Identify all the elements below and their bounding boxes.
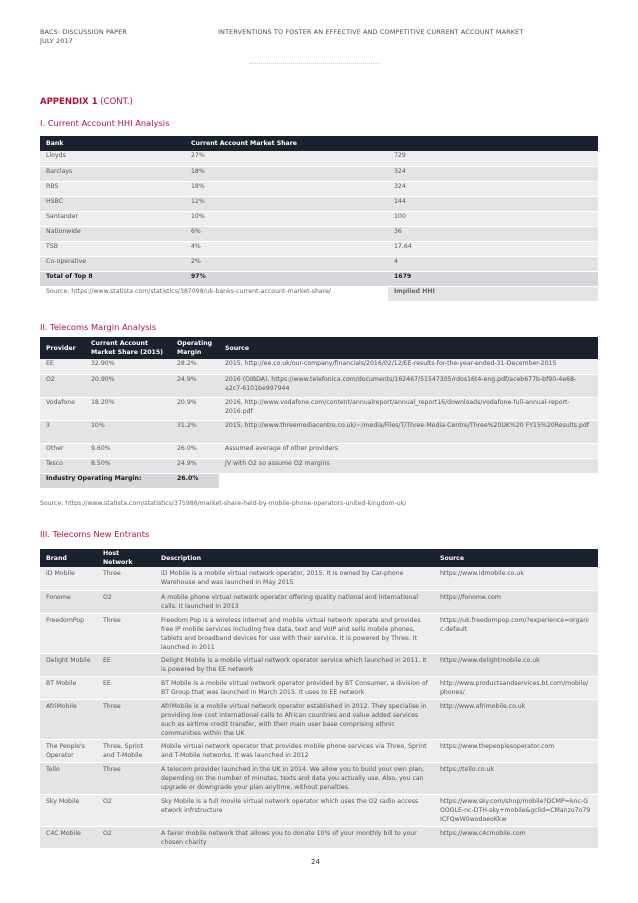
hhi-total-row <box>40 271 598 286</box>
hhi-bank: Nationwide <box>40 226 185 241</box>
margin-header-row <box>40 337 598 359</box>
table-row <box>40 567 598 590</box>
table-row <box>40 613 598 653</box>
table-row <box>40 762 598 794</box>
margin-source-cell: Assumed average of other providers <box>219 443 598 458</box>
table-row <box>40 211 598 226</box>
entrant-host: Three <box>97 699 155 739</box>
margin-source-cell: 2015, http://www.threemediacentre.co.uk/~/media/Files/T/Three-Media-Centre/Three%20UK%20 FY15%20Results.pdf <box>219 420 598 443</box>
entrants-header-brand: Brand <box>40 549 97 567</box>
hhi-header-share: Current Account Market Share <box>185 136 388 151</box>
hhi-value: 144 <box>388 196 598 211</box>
hhi-bank: RBS <box>40 181 185 196</box>
entrant-description: A telecom provider launched in the UK in 2014. We allow you to build your own plan, depending on the number of minutes, texts and data you actually use. Also, you can upgrade or downgrade your plan anytime, without penalties. <box>155 762 434 794</box>
entrant-description: AfriMobile is a mobile virtual network operator established in 2012. They specialise in providing low cost international calls to African countries and value added services such as airtime credit transfer, with their main user base comprising ethnic communities within the UK <box>155 699 434 739</box>
entrant-source: https://www.delightmobile.co.uk <box>434 653 598 676</box>
entrant-description: Sky Mobile is a full movile virtual network operator which uses the O2 radio access etwork infrstructure <box>155 794 434 826</box>
hhi-value: 36 <box>388 226 598 241</box>
hhi-bank: Barclays <box>40 166 185 181</box>
table-row <box>40 699 598 739</box>
hhi-section-title: I. Current Account HHI Analysis <box>40 118 170 128</box>
table-row <box>40 181 598 196</box>
entrant-brand: AfriMobile <box>40 699 97 739</box>
hhi-share: 18% <box>185 166 388 181</box>
margin-provider: Vodafone <box>40 397 85 420</box>
entrant-source: https://www.sky.com/shop/mobile?DCMP=knc-GOOGLE-nc-DTH-sky+mobile&gclid=CManzo7o79ICFQwW0wodoeoKkw <box>434 794 598 826</box>
entrant-brand: C4C Mobile <box>40 826 97 848</box>
margin-source-cell: JV with O2 so assume O2 margins <box>219 458 598 473</box>
table-row <box>40 256 598 271</box>
entrant-brand: iD Mobile <box>40 567 97 590</box>
entrants-table <box>40 549 598 849</box>
page-number: 24 <box>311 858 320 866</box>
hhi-value: 17.64 <box>388 241 598 256</box>
entrant-brand: BT Mobile <box>40 676 97 699</box>
entrant-host: Three <box>97 567 155 590</box>
table-row <box>40 374 598 397</box>
margin-provider: Other <box>40 443 85 458</box>
margin-provider: O2 <box>40 374 85 397</box>
hhi-bank: Santander <box>40 211 185 226</box>
margin-operating: 31.2% <box>171 420 219 443</box>
margin-operating: 24.9% <box>171 458 219 473</box>
entrants-header-description: Description <box>155 549 434 567</box>
hhi-bank: HSBC <box>40 196 185 211</box>
hhi-total-label: Total of Top 8 <box>40 271 185 286</box>
hhi-header-hhi <box>388 136 598 151</box>
entrant-source: https://uk.freedompop.com/?experience=organic.default <box>434 613 598 653</box>
margin-header-provider: Provider <box>40 337 85 359</box>
entrant-source: http://www.productsandservices.bt.com/mobile/phones/ <box>434 676 598 699</box>
industry-margin-value: 26.0% <box>171 473 219 488</box>
entrants-header-row <box>40 549 598 567</box>
hhi-table <box>40 136 598 301</box>
table-row <box>40 676 598 699</box>
hhi-share: 27% <box>185 151 388 166</box>
margin-operating: 26.0% <box>171 443 219 458</box>
hhi-value: 729 <box>388 151 598 166</box>
document-header-left <box>40 28 127 46</box>
entrant-brand: Delight Mobile <box>40 653 97 676</box>
entrants-section-title: III. Telecoms New Entrants <box>40 529 150 539</box>
hhi-value: 100 <box>388 211 598 226</box>
entrant-source: http://www.afrimobile.co.uk <box>434 699 598 739</box>
table-row <box>40 653 598 676</box>
margin-operating: 20.9% <box>171 397 219 420</box>
entrant-source: https://tello.co.uk <box>434 762 598 794</box>
entrant-host: O2 <box>97 826 155 848</box>
entrant-source: https://fonome.com <box>434 590 598 613</box>
table-row <box>40 196 598 211</box>
table-row <box>40 826 598 848</box>
margin-section-title: II. Telecoms Margin Analysis <box>40 322 157 332</box>
margin-share: 18.20% <box>85 397 171 420</box>
hhi-total-share: 97% <box>185 271 388 286</box>
entrant-brand: The People's Operator <box>40 739 97 762</box>
entrants-header-source: Source <box>434 549 598 567</box>
entrant-brand: Sky Mobile <box>40 794 97 826</box>
entrant-brand: Tello <box>40 762 97 794</box>
hhi-share: 4% <box>185 241 388 256</box>
paper-title: BACS: DISCUSSION PAPER <box>40 28 127 36</box>
appendix-title: APPENDIX 1 <box>40 97 98 107</box>
table-row <box>40 420 598 443</box>
hhi-source-row <box>40 286 598 301</box>
hhi-value: 324 <box>388 181 598 196</box>
margin-operating: 24.9% <box>171 374 219 397</box>
margin-share: 32.90% <box>85 359 171 374</box>
entrant-source: https://www.c4cmobile.com <box>434 826 598 848</box>
table-row <box>40 590 598 613</box>
entrants-header-host: Host Network <box>97 549 155 567</box>
entrant-description: A fairer mobile network that allows you to donate 10% of your monthly bill to your chosen charity <box>155 826 434 848</box>
margin-header-margin: Operating Margin <box>171 337 219 359</box>
blank-cell <box>219 473 598 488</box>
margin-share: 8.50% <box>85 458 171 473</box>
margin-provider: Tesco <box>40 458 85 473</box>
margin-source-cell: 2015, http://ee.co.uk/our-company/financials/2016/02/12/EE-results-for-the-year-ended-31-December-2015 <box>219 359 598 374</box>
hhi-value: 4 <box>388 256 598 271</box>
hhi-share: 12% <box>185 196 388 211</box>
implied-hhi-label: Implied HHI <box>388 286 598 301</box>
entrant-description: Freedom Pop is a wireless internet and mobile virtual network operate and provides free IP mobile services including free data, text and VoIP and sells mobile phones, tablets and broadband devices for use with their service. It is powered by Three. It launched in 2011 <box>155 613 434 653</box>
document-header-right: INTERVENTIONS TO FOSTER AN EFFECTIVE AND COMPETITIVE CURRENT ACCOUNT MARKET <box>218 28 524 36</box>
entrant-source: https://www.idmobile.co.uk <box>434 567 598 590</box>
table-row <box>40 166 598 181</box>
entrant-host: Three, Sprint and T-Mobile <box>97 739 155 762</box>
entrant-description: Delight Mobile is a mobile virtual network operator service which launched in 2011. It is powered by the EE network <box>155 653 434 676</box>
entrant-brand: Fonome <box>40 590 97 613</box>
table-row <box>40 443 598 458</box>
entrant-host: O2 <box>97 794 155 826</box>
hhi-bank: Lloyds <box>40 151 185 166</box>
margin-share: 20.90% <box>85 374 171 397</box>
margin-operating: 28.2% <box>171 359 219 374</box>
entrant-description: Mobile virtual network operator that provides mobile phone services via Three, Sprint and T-Mobile networks. It was launched in 2012 <box>155 739 434 762</box>
industry-margin-row <box>40 473 598 488</box>
hhi-share: 2% <box>185 256 388 271</box>
appendix-cont: (CONT.) <box>97 97 133 107</box>
hhi-value: 324 <box>388 166 598 181</box>
table-row <box>40 739 598 762</box>
table-row <box>40 359 598 374</box>
entrant-host: Three <box>97 762 155 794</box>
margin-source-cell: 2016, http://www.vodafone.com/content/annualreport/annual_report16/downloads/vodafone-full-annual-report-2016.pdf <box>219 397 598 420</box>
margin-source: Source: https://www.statista.com/statistics/375986/market-share-held-by-mobile-phone-operators-united-kingdom-uk/ <box>40 500 407 507</box>
table-row <box>40 226 598 241</box>
margin-provider: EE <box>40 359 85 374</box>
table-row <box>40 241 598 256</box>
hhi-share: 18% <box>185 181 388 196</box>
entrant-description: iD Mobile is a mobile virtual network operator, 2015. It is owned by Car-phone Warehouse and was launched in May 2015 <box>155 567 434 590</box>
entrant-host: EE <box>97 653 155 676</box>
margin-header-source: Source <box>219 337 598 359</box>
table-row <box>40 458 598 473</box>
paper-date: JULY 2017 <box>40 37 73 45</box>
table-row <box>40 397 598 420</box>
margin-share: 10% <box>85 420 171 443</box>
hhi-source: Source: https://www.statista.com/statistics/387098/uk-banks-current-account-market-share/ <box>40 286 388 301</box>
entrant-brand: FreedomPop <box>40 613 97 653</box>
hhi-header-bank: Bank <box>40 136 185 151</box>
header-divider <box>250 63 380 64</box>
entrant-description: BT Mobile is a mobile virtual network operator provided by BT Consumer, a division of BT Group that was launched in March 2015. It uses to EE network <box>155 676 434 699</box>
entrant-host: Three <box>97 613 155 653</box>
hhi-header-row <box>40 136 598 151</box>
margin-table <box>40 337 598 489</box>
hhi-share: 10% <box>185 211 388 226</box>
table-row <box>40 151 598 166</box>
margin-share: 9.60% <box>85 443 171 458</box>
industry-margin-label: Industry Operating Margin: <box>40 473 171 488</box>
table-row <box>40 794 598 826</box>
margin-header-share: Current Account Market Share (2015) <box>85 337 171 359</box>
entrant-host: EE <box>97 676 155 699</box>
margin-source-cell: 2016 (OIBDA), https://www.telefonica.com/documents/162467/51547305/rdos16t4-eng.pdf/aceb677b-bf90-4e68-a2c7-6101be997944 <box>219 374 598 397</box>
hhi-share: 6% <box>185 226 388 241</box>
hhi-total-value: 1679 <box>388 271 598 286</box>
hhi-bank: TSB <box>40 241 185 256</box>
margin-provider: 3 <box>40 420 85 443</box>
appendix-heading <box>40 97 133 107</box>
hhi-bank: Co-operative <box>40 256 185 271</box>
entrant-host: O2 <box>97 590 155 613</box>
entrant-description: A mobile phone virtual network operator offering quality national and international calls. It launched in 2013 <box>155 590 434 613</box>
entrant-source: https://www.thepeoplesoperator.com <box>434 739 598 762</box>
